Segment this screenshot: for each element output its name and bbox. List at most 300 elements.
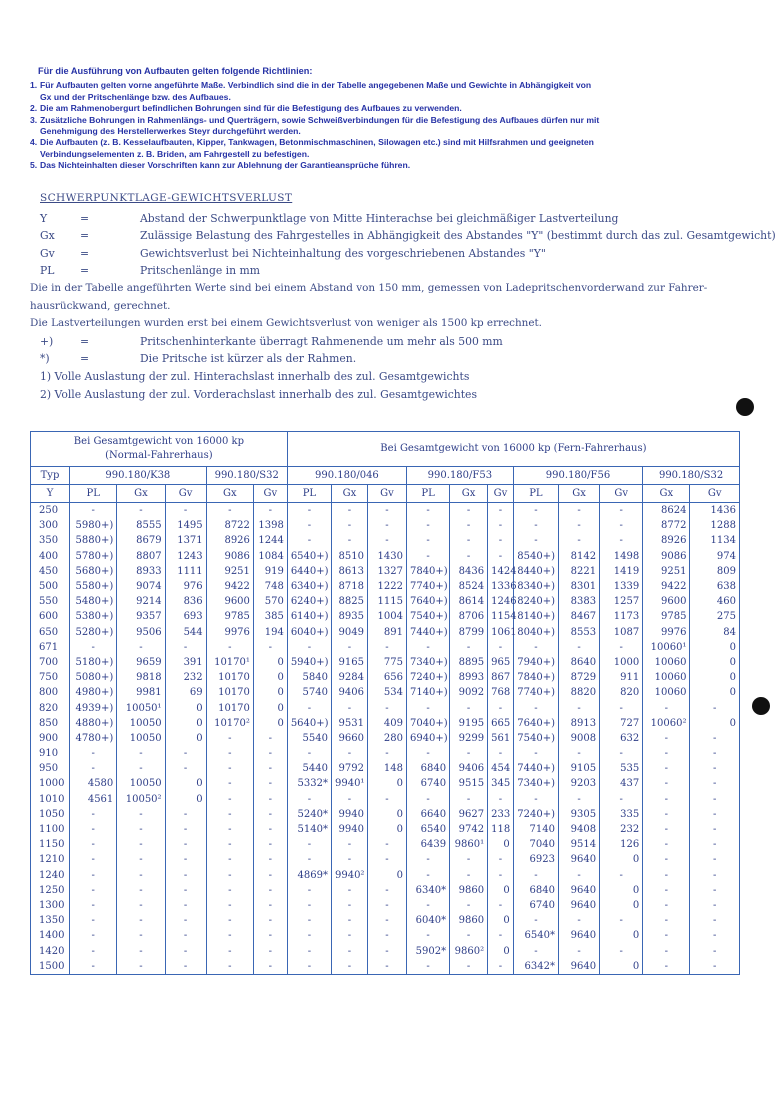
table-cell: 8510 — [331, 549, 367, 564]
table-cell: 0 — [600, 959, 643, 975]
table-cell: 0 — [253, 700, 287, 715]
table-cell: 385 — [253, 609, 287, 624]
table-cell: - — [690, 731, 740, 746]
table-row — [31, 670, 740, 685]
definition-text: Pritschenlänge in mm — [140, 264, 260, 278]
table-cell: 9860² — [450, 943, 488, 958]
table-cell: - — [287, 792, 331, 807]
table-cell: 0 — [253, 655, 287, 670]
table-cell: 1087 — [600, 625, 643, 640]
table-row — [31, 928, 740, 943]
table-row — [31, 913, 740, 928]
table-row — [31, 609, 740, 624]
table-cell: 280 — [367, 731, 406, 746]
table-cell: - — [690, 837, 740, 852]
table-row — [31, 503, 740, 519]
table-cell: - — [206, 913, 253, 928]
table-cell: - — [331, 700, 367, 715]
table-cell: - — [253, 898, 287, 913]
y-value: 820 — [31, 700, 70, 715]
table-cell: - — [367, 700, 406, 715]
table-cell: - — [690, 868, 740, 883]
table-cell: 0 — [165, 700, 206, 715]
table-cell: - — [206, 883, 253, 898]
table-cell: 7840+) — [513, 670, 558, 685]
table-cell: - — [253, 837, 287, 852]
table-cell: - — [70, 761, 117, 776]
table-cell: - — [117, 807, 165, 822]
table-cell: 1000 — [600, 655, 643, 670]
table-cell: 8301 — [558, 579, 599, 594]
table-cell: 232 — [600, 822, 643, 837]
table-cell: - — [70, 852, 117, 867]
table-cell: - — [513, 746, 558, 761]
table-cell: 0 — [600, 928, 643, 943]
guideline-text: Das Nichteinhalten dieser Vorschriften kann zur Ablehnung der Garantieansprüche führen. — [40, 160, 411, 171]
table-cell: - — [513, 533, 558, 548]
table-cell: 8240+) — [513, 594, 558, 609]
symbol-note-equals: = — [80, 334, 90, 348]
table-cell: - — [287, 640, 331, 655]
table-cell: 1222 — [367, 579, 406, 594]
table-cell: 727 — [600, 716, 643, 731]
column-header: Gv — [690, 485, 740, 503]
table-cell: - — [643, 943, 690, 958]
table-cell: - — [165, 503, 206, 519]
definition-equals: = — [80, 211, 90, 225]
y-value: 1050 — [31, 807, 70, 822]
table-cell: 9357 — [117, 609, 165, 624]
y-value: 671 — [31, 640, 70, 655]
table-cell: - — [253, 943, 287, 958]
table-cell: 9251 — [643, 564, 690, 579]
table-cell: 9785 — [206, 609, 253, 624]
table-cell: 1257 — [600, 594, 643, 609]
table-cell: - — [450, 792, 488, 807]
table-cell: 5140* — [287, 822, 331, 837]
table-cell: - — [70, 503, 117, 519]
table-cell: 965 — [488, 655, 514, 670]
table-row — [31, 898, 740, 913]
table-cell: 1244 — [253, 533, 287, 548]
table-cell: 9940¹ — [331, 776, 367, 791]
guidelines-list — [30, 80, 730, 171]
table-cell: 1061 — [488, 625, 514, 640]
table-cell: - — [450, 868, 488, 883]
table-cell: 10060² — [643, 716, 690, 731]
table-cell: 0 — [367, 807, 406, 822]
table-cell: - — [331, 898, 367, 913]
table-cell: 0 — [690, 685, 740, 700]
typed-section — [30, 190, 776, 403]
table-cell: - — [643, 898, 690, 913]
column-header: Gv — [367, 485, 406, 503]
table-cell: 9305 — [558, 807, 599, 822]
table-cell: - — [70, 943, 117, 958]
table-cell: - — [117, 913, 165, 928]
table-cell: 9640 — [558, 928, 599, 943]
table-cell: 6340* — [406, 883, 449, 898]
table-cell: 0 — [165, 776, 206, 791]
table-cell: 7640+) — [406, 594, 449, 609]
table-cell: 9406 — [450, 761, 488, 776]
table-cell: 4561 — [70, 792, 117, 807]
table-cell: 9422 — [643, 579, 690, 594]
table-cell: 9105 — [558, 761, 599, 776]
table-cell: 9515 — [450, 776, 488, 791]
table-cell: - — [253, 822, 287, 837]
table-cell: 0 — [488, 943, 514, 958]
table-cell: - — [450, 898, 488, 913]
table-cell: 7340+) — [513, 776, 558, 791]
table-row — [31, 685, 740, 700]
table-cell: 9976 — [643, 625, 690, 640]
y-value: 1010 — [31, 792, 70, 807]
definition-text: Abstand der Schwerpunktlage von Mitte Hinterachse bei gleichmäßiger Lastverteilung — [140, 211, 619, 225]
table-cell: - — [331, 928, 367, 943]
model-header: 990.180/F53 — [406, 467, 513, 485]
table-cell: - — [70, 640, 117, 655]
group-header-normal-cab: Bei Gesamtgewicht von 16000 kp (Normal-Fahrerhaus) — [31, 432, 288, 467]
table-cell: - — [450, 852, 488, 867]
table-cell: 1498 — [600, 549, 643, 564]
table-cell: - — [690, 913, 740, 928]
table-cell: 1134 — [690, 533, 740, 548]
table-cell: 10060 — [643, 685, 690, 700]
table-cell: - — [70, 898, 117, 913]
table-cell: 8142 — [558, 549, 599, 564]
table-cell: 0 — [690, 716, 740, 731]
table-cell: 1173 — [600, 609, 643, 624]
table-cell: 1495 — [165, 518, 206, 533]
table-cell: 5780+) — [70, 549, 117, 564]
table-cell: - — [287, 503, 331, 519]
table-cell: 8913 — [558, 716, 599, 731]
table-cell: 5840 — [287, 670, 331, 685]
definition-key: Gx — [40, 229, 55, 243]
table-cell: - — [643, 883, 690, 898]
table-cell: - — [331, 503, 367, 519]
table-cell: 534 — [367, 685, 406, 700]
table-cell: 1288 — [690, 518, 740, 533]
column-header: PL — [287, 485, 331, 503]
table-cell: - — [206, 837, 253, 852]
guideline-item — [30, 103, 730, 114]
table-cell: 8140+) — [513, 609, 558, 624]
table-cell: 8706 — [450, 609, 488, 624]
table-cell: 345 — [488, 776, 514, 791]
table-cell: 5332* — [287, 776, 331, 791]
table-cell: - — [367, 898, 406, 913]
table-cell: - — [117, 928, 165, 943]
table-cell: 6540+) — [287, 549, 331, 564]
guidelines-heading: Für die Ausführung von Aufbauten gelten folgende Richtlinien: — [38, 66, 313, 76]
symbol-note-key: +) — [40, 334, 54, 348]
table-cell: 8624 — [643, 503, 690, 519]
table-row — [31, 625, 740, 640]
symbol-note-text: Pritschenhinterkante überragt Rahmenende um mehr als 500 mm — [140, 334, 503, 348]
table-cell: 0 — [165, 731, 206, 746]
table-cell: - — [165, 943, 206, 958]
table-cell: - — [253, 761, 287, 776]
table-cell: 10050 — [117, 716, 165, 731]
table-cell: 275 — [690, 609, 740, 624]
table-cell: - — [367, 943, 406, 958]
table-cell: - — [287, 883, 331, 898]
table-row — [31, 518, 740, 533]
table-cell: - — [206, 776, 253, 791]
table-cell: 10060 — [643, 655, 690, 670]
table-cell: 891 — [367, 625, 406, 640]
model-header: 990.180/046 — [287, 467, 406, 485]
table-cell: 1111 — [165, 564, 206, 579]
table-cell: - — [600, 913, 643, 928]
table-cell: - — [253, 928, 287, 943]
section-title: SCHWERPUNKTLAGE-GEWICHTSVERLUST — [40, 192, 293, 204]
table-cell: 7440+) — [406, 625, 449, 640]
guideline-text: Zusätzliche Bohrungen in Rahmenlängs- und Querträgern, sowie Schweißverbindungen für die Befestigung des Aufbaues dürfen nur mit Genehmigung des Herstellerwerkes Steyr durchgeführt werden. — [40, 114, 600, 137]
table-cell: 1154 — [488, 609, 514, 624]
punch-hole-dot — [752, 697, 770, 715]
table-cell: - — [600, 700, 643, 715]
table-cell: 1371 — [165, 533, 206, 548]
table-cell: - — [450, 959, 488, 975]
table-cell: 9074 — [117, 579, 165, 594]
table-cell: 1084 — [253, 549, 287, 564]
definition-equals: = — [80, 229, 90, 243]
table-cell: 9214 — [117, 594, 165, 609]
definition — [40, 210, 740, 228]
table-cell: - — [450, 518, 488, 533]
table-cell: 9531 — [331, 716, 367, 731]
y-value: 550 — [31, 594, 70, 609]
table-cell: 5880+) — [70, 533, 117, 548]
table-cell: 9976 — [206, 625, 253, 640]
table-cell: - — [643, 776, 690, 791]
guidelines-block — [30, 66, 730, 172]
table-cell: 4580 — [70, 776, 117, 791]
table-cell: 9860¹ — [450, 837, 488, 852]
table-cell: - — [643, 928, 690, 943]
table-cell: 1436 — [690, 503, 740, 519]
table-cell: 6540 — [406, 822, 449, 837]
table-cell: 0 — [600, 852, 643, 867]
table-cell: 10060¹ — [643, 640, 690, 655]
table-cell: - — [367, 533, 406, 548]
table-cell: 10060 — [643, 670, 690, 685]
table-cell: - — [513, 868, 558, 883]
table-cell: - — [331, 959, 367, 975]
table-cell: - — [643, 959, 690, 975]
table-cell: 6140+) — [287, 609, 331, 624]
table-row — [31, 594, 740, 609]
table-cell: - — [690, 822, 740, 837]
table-cell: 748 — [253, 579, 287, 594]
table-cell: - — [253, 807, 287, 822]
table-cell: - — [70, 959, 117, 975]
table-cell: - — [165, 822, 206, 837]
table-cell: 5580+) — [70, 579, 117, 594]
table-cell: - — [406, 700, 449, 715]
table-cell: 6440+) — [287, 564, 331, 579]
table-row — [31, 640, 740, 655]
table-cell: - — [406, 792, 449, 807]
table-cell: - — [558, 792, 599, 807]
column-header: PL — [406, 485, 449, 503]
table-cell: 6040+) — [287, 625, 331, 640]
table-cell: - — [331, 518, 367, 533]
table-cell: - — [206, 746, 253, 761]
table-cell: - — [206, 761, 253, 776]
table-cell: - — [643, 868, 690, 883]
table-cell: 7740+) — [406, 579, 449, 594]
table-cell: 6240+) — [287, 594, 331, 609]
table-cell: 9792 — [331, 761, 367, 776]
table-cell: - — [406, 503, 449, 519]
table-cell: - — [690, 959, 740, 975]
table-cell: 7040 — [513, 837, 558, 852]
table-cell: - — [643, 700, 690, 715]
table-cell: 5540 — [287, 731, 331, 746]
table-cell: - — [253, 746, 287, 761]
column-header: Gv — [165, 485, 206, 503]
table-cell: - — [206, 792, 253, 807]
y-value: 1100 — [31, 822, 70, 837]
table-cell: 665 — [488, 716, 514, 731]
table-cell: 7040+) — [406, 716, 449, 731]
table-cell: 8926 — [206, 533, 253, 548]
model-header: 990.180/S32 — [206, 467, 287, 485]
table-cell: 9660 — [331, 731, 367, 746]
table-cell: 0 — [165, 792, 206, 807]
table-row — [31, 579, 740, 594]
table-cell: 1430 — [367, 549, 406, 564]
y-value: 600 — [31, 609, 70, 624]
table-cell: - — [488, 959, 514, 975]
table-cell: 8467 — [558, 609, 599, 624]
y-value: 1210 — [31, 852, 70, 867]
table-cell: 335 — [600, 807, 643, 822]
table-cell: - — [406, 928, 449, 943]
y-value: 900 — [31, 731, 70, 746]
table-cell: - — [450, 928, 488, 943]
table-cell: 1246 — [488, 594, 514, 609]
table-cell: 7740+) — [513, 685, 558, 700]
table-cell: 5180+) — [70, 655, 117, 670]
table-cell: 0 — [367, 776, 406, 791]
table-cell: 5680+) — [70, 564, 117, 579]
table-cell: 8440+) — [513, 564, 558, 579]
table-cell: - — [690, 746, 740, 761]
table-cell: 656 — [367, 670, 406, 685]
table-row — [31, 822, 740, 837]
table-cell: - — [331, 640, 367, 655]
table-cell: 9785 — [643, 609, 690, 624]
table-cell: 6840 — [406, 761, 449, 776]
column-header: Gx — [558, 485, 599, 503]
table-cell: - — [331, 943, 367, 958]
table-row — [31, 807, 740, 822]
table-cell: 775 — [367, 655, 406, 670]
table-cell: 0 — [253, 670, 287, 685]
guideline-number: 2. — [30, 103, 38, 114]
table-cell: - — [206, 822, 253, 837]
table-cell: 0 — [690, 640, 740, 655]
table-cell: - — [70, 746, 117, 761]
table-cell: 194 — [253, 625, 287, 640]
y-value: 1500 — [31, 959, 70, 975]
columns-row — [31, 485, 740, 503]
table-cell: - — [450, 549, 488, 564]
table-cell: - — [367, 928, 406, 943]
table-row — [31, 655, 740, 670]
table-cell: - — [600, 503, 643, 519]
table-cell: 9406 — [331, 685, 367, 700]
table-cell: 6740 — [513, 898, 558, 913]
table-cell: 4869* — [287, 868, 331, 883]
table-cell: - — [165, 868, 206, 883]
guideline-number: 3. — [30, 114, 38, 125]
table-cell: - — [117, 837, 165, 852]
table-cell: 10170 — [206, 685, 253, 700]
table-cell: - — [367, 883, 406, 898]
table-cell: 8436 — [450, 564, 488, 579]
table-cell: 7440+) — [513, 761, 558, 776]
guideline-text: Die Aufbauten (z. B. Kesselaufbauten, Kipper, Tankwagen, Betonmischmaschinen, Silowagen etc.) sind mit Hilfsrahmen und geeigneten Verbindungselementen z. B. Briden, am Fahrgestell zu befestigen. — [40, 137, 594, 159]
table-cell: 8820 — [558, 685, 599, 700]
table-cell: 10050² — [117, 792, 165, 807]
table-cell: - — [690, 928, 740, 943]
table-cell: - — [287, 898, 331, 913]
table-cell: - — [253, 640, 287, 655]
table-cell: - — [70, 928, 117, 943]
table-cell: 6940+) — [406, 731, 449, 746]
table-cell: 9506 — [117, 625, 165, 640]
table-cell: - — [513, 503, 558, 519]
table-cell: - — [117, 761, 165, 776]
table-cell: 391 — [165, 655, 206, 670]
table-cell: - — [643, 807, 690, 822]
table-cell: - — [206, 928, 253, 943]
table-cell: - — [70, 868, 117, 883]
definition-key: Gv — [40, 246, 55, 260]
table-row — [31, 852, 740, 867]
table-cell: 911 — [600, 670, 643, 685]
table-cell: - — [600, 533, 643, 548]
table-cell: - — [206, 503, 253, 519]
table-cell: 10050 — [117, 731, 165, 746]
table-cell: - — [488, 868, 514, 883]
symbol-note — [40, 350, 740, 368]
table-cell: 8553 — [558, 625, 599, 640]
table-cell: 0 — [488, 837, 514, 852]
table-cell: 8933 — [117, 564, 165, 579]
table-cell: 7640+) — [513, 716, 558, 731]
table-cell: - — [513, 913, 558, 928]
y-value: 1400 — [31, 928, 70, 943]
table-cell: 9514 — [558, 837, 599, 852]
table-cell: 976 — [165, 579, 206, 594]
table-cell: 9627 — [450, 807, 488, 822]
table-cell: - — [70, 883, 117, 898]
table-cell: 7540+) — [513, 731, 558, 746]
table-cell: 0 — [165, 716, 206, 731]
table-cell: 8613 — [331, 564, 367, 579]
table-cell: 5640+) — [287, 716, 331, 731]
table-cell: - — [165, 746, 206, 761]
table-cell: - — [165, 959, 206, 975]
table-row — [31, 959, 740, 975]
